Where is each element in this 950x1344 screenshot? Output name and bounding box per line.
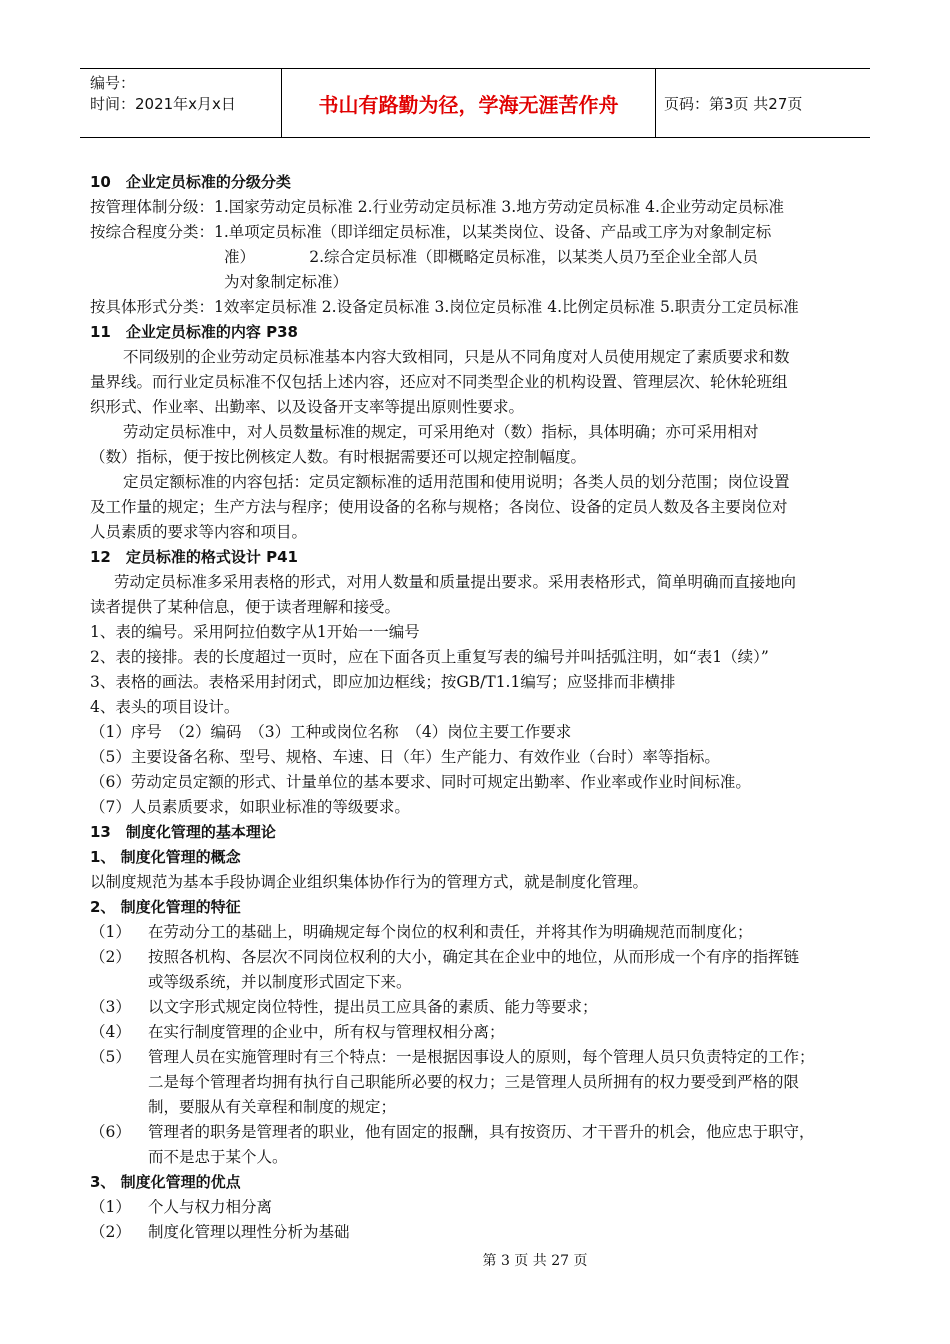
paragraph-line: 不同级别的企业劳动定员标准基本内容大致相同，只是从不同角度对人员使用规定了素质要求和数 <box>123 348 790 366</box>
paragraph-line: 量界线。而行业定员标准不仅包括上述内容，还应对不同类型企业的机构设置、管理层次、轮休轮班组 <box>90 373 788 391</box>
numbered-item <box>90 1045 870 1070</box>
section-heading: 13 制度化管理的基本理论 <box>90 823 276 841</box>
paragraph-line: 或等级系统，并以制度形式固定下来。 <box>148 973 412 991</box>
item-number: （2） <box>90 1223 131 1241</box>
item-text: 按照各机构、各层次不同岗位权利的大小，确定其在企业中的地位，从而形成一个有序的指挥链 <box>148 948 800 966</box>
section-heading: 2、 制度化管理的特征 <box>90 898 241 916</box>
item-text: 以文字形式规定岗位特性，提出员工应具备的素质、能力等要求； <box>148 998 598 1016</box>
section-heading: 10 企业定员标准的分级分类 <box>90 173 291 191</box>
paragraph-line: 及工作量的规定；生产方法与程序；使用设备的名称与规格；各岗位、设备的定员人数及各主要岗位对 <box>90 498 788 516</box>
item-number: （6） <box>90 1123 131 1141</box>
paragraph-line: 人员素质的要求等内容和项目。 <box>90 523 308 541</box>
paragraph-line: 定员定额标准的内容包括：定员定额标准的适用范围和使用说明；各类人员的划分范围；岗位设置 <box>123 473 790 491</box>
header-info-cell <box>80 69 282 137</box>
item-number: （4） <box>90 1023 131 1041</box>
item-number: （1） <box>90 1198 131 1216</box>
paragraph-line: 3、表格的画法。表格采用封闭式，即应加边框线；按GB/T1.1编写；应竖排而非横排 <box>90 673 676 691</box>
paragraph-line: 准） 2.综合定员标准（即概略定员标准，以某类人员乃至企业全部人员 <box>224 248 759 266</box>
paragraph-line: 1、表的编号。采用阿拉伯数字从1开始一一编号 <box>90 623 420 641</box>
section-heading: 12 定员标准的格式设计 P41 <box>90 548 298 566</box>
numbered-item <box>90 995 870 1020</box>
item-text: 制度化管理以理性分析为基础 <box>148 1223 350 1241</box>
paragraph-line: 制，要服从有关章程和制度的规定； <box>148 1098 397 1116</box>
numbered-item <box>90 1195 870 1220</box>
numbered-item <box>90 1120 870 1145</box>
document-number-label: 编号： <box>90 74 136 92</box>
paragraph-line: 劳动定员标准中，对人员数量标准的规定，可采用绝对（数）指标，具体明确；亦可采用相对 <box>123 423 759 441</box>
page-header <box>80 68 870 138</box>
paragraph-line: 按综合程度分类：1.单项定员标准（即详细定员标准，以某类岗位、设备、产品或工序为对象制定标 <box>90 223 772 241</box>
paragraph-line: 而不是忠于某个人。 <box>148 1148 288 1166</box>
item-number: （3） <box>90 998 131 1016</box>
paragraph-line: （7）人员素质要求，如职业标准的等级要求。 <box>90 798 410 816</box>
numbered-item <box>90 920 870 945</box>
paragraph-line: （1）序号 （2）编码 （3）工种或岗位名称 （4）岗位主要工作要求 <box>90 723 572 741</box>
document-body <box>90 170 870 1245</box>
item-number: （5） <box>90 1048 131 1066</box>
section-heading: 3、 制度化管理的优点 <box>90 1173 241 1191</box>
paragraph-line: （数）指标，便于按比例核定人数。有时根据需要还可以规定控制幅度。 <box>90 448 587 466</box>
paragraph-line: （6）劳动定员定额的形式、计量单位的基本要求、同时可规定出勤率、作业率或作业时间标准。 <box>90 773 751 791</box>
paragraph-line: 2、表的接排。表的长度超过一页时，应在下面各页上重复写表的编号并叫括弧注明，如“表1（续）” <box>90 648 769 666</box>
paragraph-line: 按管理体制分级：1.国家劳动定员标准 2.行业劳动定员标准 3.地方劳动定员标准 4.企业劳动定员标准 <box>90 198 784 216</box>
numbered-item <box>90 945 870 970</box>
paragraph-line: 织形式、作业率、出勤率、以及设备开支率等提出原则性要求。 <box>90 398 525 416</box>
item-text: 管理者的职务是管理者的职业，他有固定的报酬，具有按资历、才干晋升的机会，他应忠于职守， <box>148 1123 815 1141</box>
item-number: （1） <box>90 923 131 941</box>
paragraph-line: 以制度规范为基本手段协调企业组织集体协作行为的管理方式，就是制度化管理。 <box>90 873 649 891</box>
paragraph-line: （5）主要设备名称、型号、规格、车速、日（年）生产能力、有效作业（台时）率等指标。 <box>90 748 720 766</box>
paragraph-line: 4、表头的项目设计。 <box>90 698 240 716</box>
section-heading: 1、 制度化管理的概念 <box>90 848 241 866</box>
header-motto: 书山有路勤为径，学海无涯苦作舟 <box>282 69 656 137</box>
paragraph-line: 按具体形式分类：1效率定员标准 2.设备定员标准 3.岗位定员标准 4.比例定员标准 5.职责分工定员标准 <box>90 298 799 316</box>
item-text: 个人与权力相分离 <box>148 1198 273 1216</box>
paragraph-line: 劳动定员标准多采用表格的形式，对用人数量和质量提出要求。采用表格形式，简单明确而直接地向 <box>114 573 797 591</box>
header-page-info: 页码：第3页 共27页 <box>664 94 803 113</box>
item-text: 在劳动分工的基础上，明确规定每个岗位的权利和责任，并将其作为明确规范而制度化； <box>148 923 753 941</box>
paragraph-line: 为对象制定标准） <box>224 273 349 291</box>
document-date-label: 时间：2021年x月x日 <box>90 95 236 113</box>
paragraph-line: 二是每个管理者均拥有执行自己职能所必要的权力；三是管理人员所拥有的权力要受到严格的限 <box>148 1073 800 1091</box>
item-text: 管理人员在实施管理时有三个特点：一是根据因事设人的原则，每个管理人员只负责特定的工作； <box>148 1048 815 1066</box>
paragraph-line: 读者提供了某种信息，便于读者理解和接受。 <box>90 598 401 616</box>
numbered-item <box>90 1020 870 1045</box>
item-number: （2） <box>90 948 131 966</box>
page-footer: 第 3 页 共 27 页 <box>482 1253 588 1269</box>
section-heading: 11 企业定员标准的内容 P38 <box>90 323 298 341</box>
item-text: 在实行制度管理的企业中，所有权与管理权相分离； <box>148 1023 505 1041</box>
numbered-item <box>90 1220 870 1245</box>
